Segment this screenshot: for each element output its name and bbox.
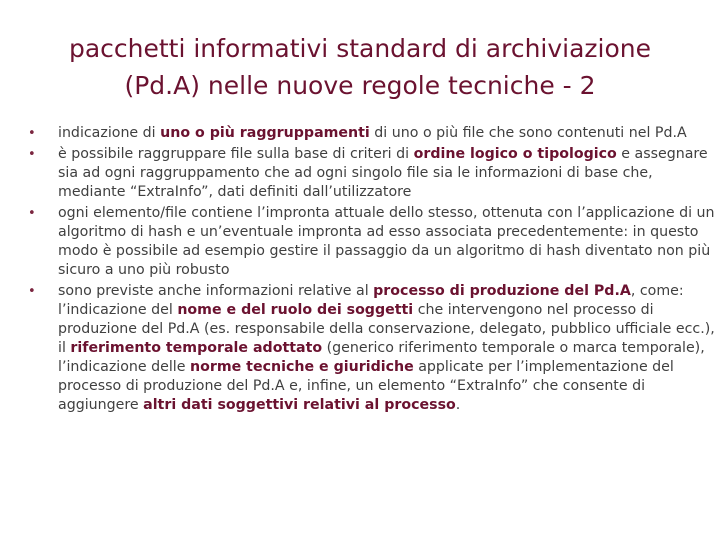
highlighted-phrase: ordine logico o tipologico (413, 146, 617, 162)
bullet-text: applicate per l’implementazione del processo di produzione del Pd.A e, infine, un elemento “ExtraInfo” che consente di aggiungere (58, 359, 674, 413)
highlighted-phrase: riferimento temporale adottato (70, 340, 323, 356)
bullet-item (28, 145, 718, 202)
bullet-item (28, 204, 718, 280)
bullet-dot-icon: • (28, 284, 36, 299)
slide-title (40, 30, 680, 104)
bullet-text: di uno o più file che sono contenuti nel Pd.A (369, 125, 687, 141)
bullet-dot-icon: • (28, 147, 36, 162)
slide-title-line-2: (Pd.A) nelle nuove regole tecniche - 2 (124, 71, 596, 100)
bullet-item (28, 282, 718, 415)
slide-title-line-1: pacchetti informativi standard di archiviazione (68, 34, 652, 63)
bullet-text: (generico riferimento temporale o marca temporale), l’indicazione delle (58, 340, 705, 375)
bullet-text: ogni elemento/file contiene l’impronta attuale dello stesso, ottenuta con l’applicazione di un algoritmo di hash e un’eventuale impronta ad esso associata precedentemente: in questo modo è possibile ad esempio gestire il passaggio da un algoritmo di hash diventato non più sicuro a uno più robusto (58, 205, 715, 278)
bullet-text: che intervengono nel processo di produzione del Pd.A (es. responsabile della conservazione, delegato, pubblico ufficiale ecc.), il (58, 302, 715, 356)
bullet-dot-icon: • (28, 126, 36, 141)
highlighted-phrase: altri dati soggettivi relativi al processo (143, 397, 456, 413)
highlighted-phrase: norme tecniche e giuridiche (189, 359, 414, 375)
bullet-text: e assegnare sia ad ogni raggruppamento che ad ogni singolo file sia le informazioni di base che, mediante “ExtraInfo”, dati definiti dall’utilizzatore (58, 146, 708, 200)
bullet-text: sono previste anche informazioni relative al (58, 283, 374, 299)
bullet-text: , come: l’indicazione del (58, 283, 684, 318)
bullet-text: . (455, 397, 461, 413)
bullet-list (28, 124, 718, 417)
bullet-text: è possibile raggruppare file sulla base di criteri di (58, 146, 414, 162)
highlighted-phrase: uno o più raggruppamenti (160, 125, 370, 141)
highlighted-phrase: processo di produzione del Pd.A (373, 283, 631, 299)
bullet-item (28, 124, 718, 143)
highlighted-phrase: nome e del ruolo dei soggetti (177, 302, 414, 318)
bullet-dot-icon: • (28, 206, 36, 221)
bullet-text: indicazione di (58, 125, 161, 141)
